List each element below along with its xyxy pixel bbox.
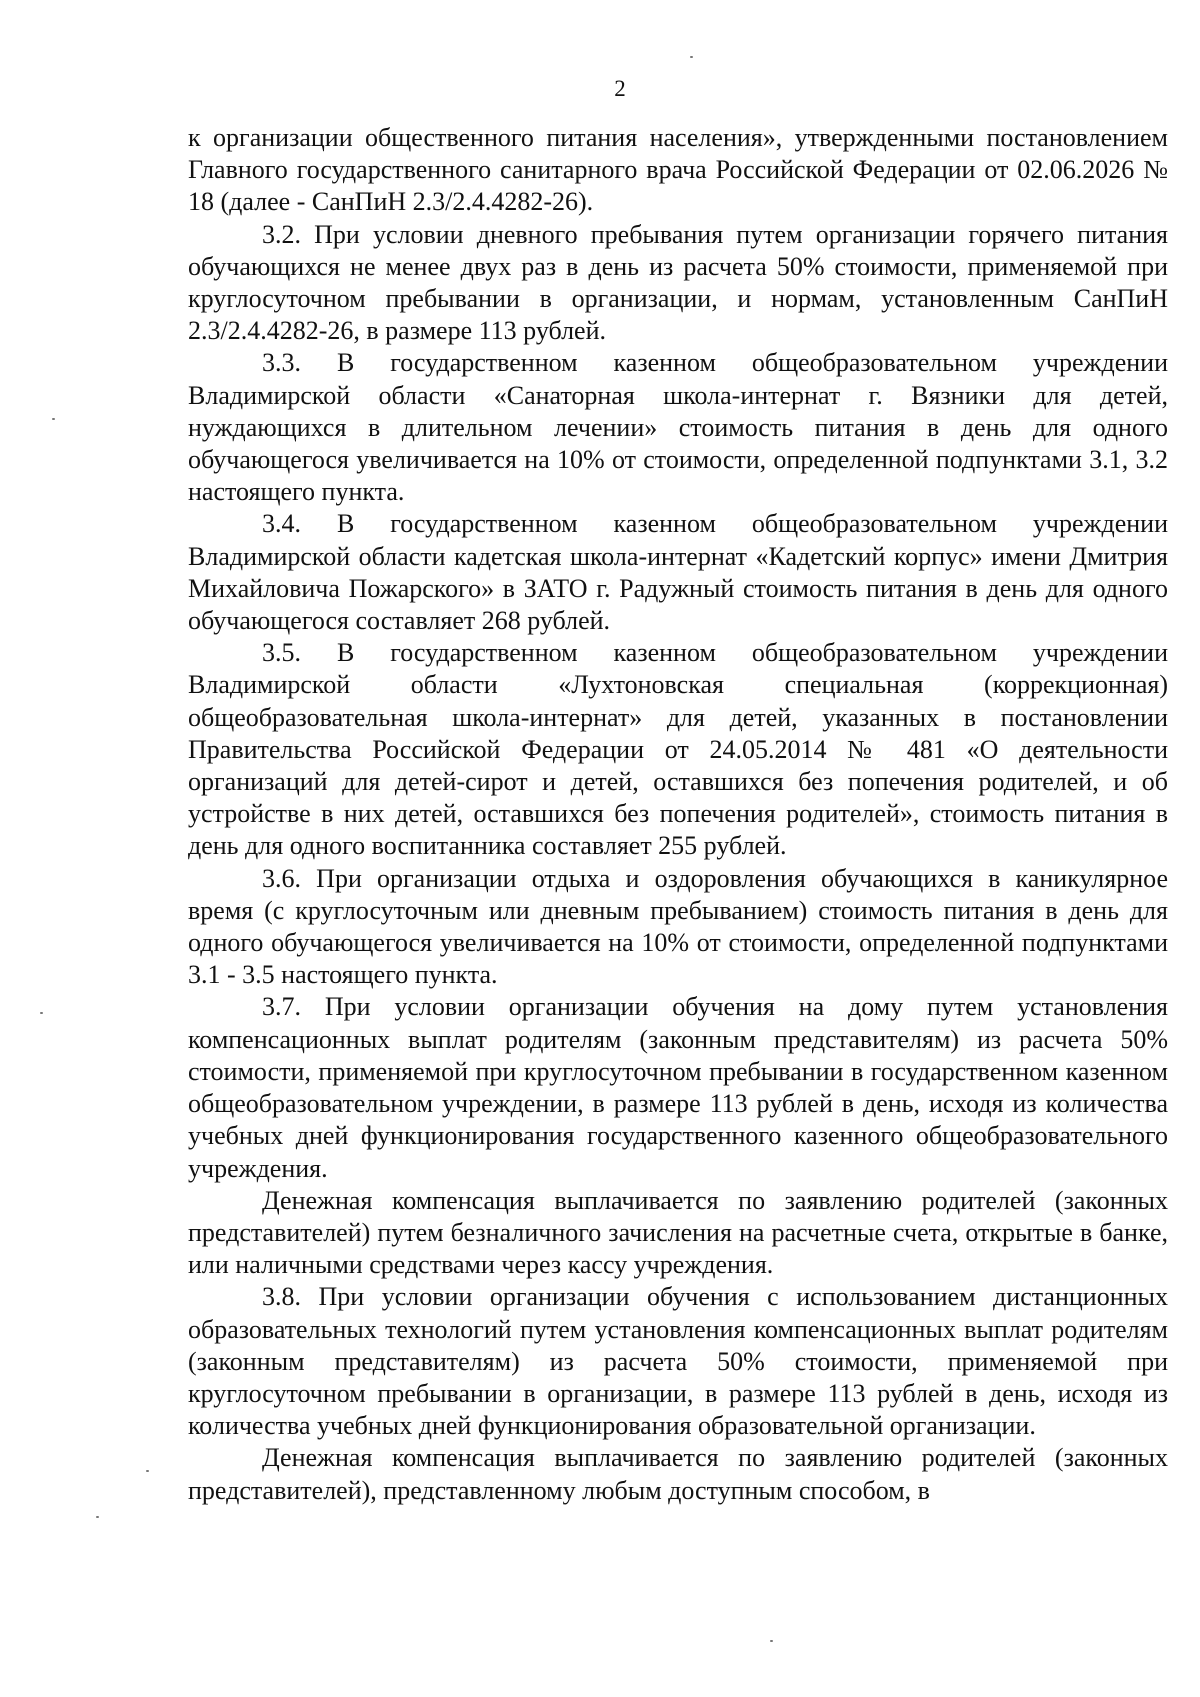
scan-speck (146, 1470, 149, 1472)
page-number: 2 (614, 76, 626, 101)
document-body (188, 122, 1168, 1507)
paragraph-3-4: 3.4. В государственном казенном общеобразовательном учреждении Владимирской области кадетская школа-интернат «Кадетский корпус» имени Дмитрия Михайловича Пожарского» в ЗАТО г. Радужный стоимость питания в день для одного обучающегося составляет 268 рублей. (188, 509, 1168, 636)
paragraph-3-8: 3.8. При условии организации обучения с использованием дистанционных образовательных технологий путем установления компенсационных выплат родителям (законным представителям) из расчета 50% стоимости, применяемой при круглосуточном пребывании в организации, в размере 113 рублей в день, исходя из количества учебных дней функционирования образовательной организации. (188, 1282, 1168, 1441)
scan-speck (770, 1640, 773, 1642)
paragraph-3-2: 3.2. При условии дневного пребывания путем организации горячего питания обучающихся не менее двух раз в день из расчета 50% стоимости, применяемой при круглосуточном пребывании в организации, и нормам, установленным СанПиН 2.3/2.4.4282-26, в размере 113 рублей. (188, 219, 1168, 346)
scan-speck (52, 418, 55, 420)
paragraph-intro: к организации общественного питания населения», утвержденными постановлением Главного государственного санитарного врача Российской Федерации от 02.06.2026 № 18 (далее - СанПиН 2.3/2.4.4282-26). (188, 123, 1168, 217)
paragraph-3-7: 3.7. При условии организации обучения на дому путем установления компенсационных выплат родителям (законным представителям) из расчета 50% стоимости, применяемой при круглосуточном пребывании в государственном казенном общеобразовательном учреждении, в размере 113 рублей в день, исходя из количества учебных дней функционирования государственного казенного общеобразовательного учреждения. (188, 992, 1168, 1183)
paragraph-3-5: 3.5. В государственном казенном общеобразовательном учреждении Владимирской области «Лухтоновская специальная (коррекционная) общеобразовательная школа-интернат» для детей, указанных в постановлении Правительства Российской Федерации от 24.05.2014 № 481 «О деятельности организаций для детей-сирот и детей, оставшихся без попечения родителей, и об устройстве в них детей, оставшихся без попечения родителей», стоимость питания в день для одного воспитанника составляет 255 рублей. (188, 638, 1168, 861)
paragraph-3-7-compensation: Денежная компенсация выплачивается по заявлению родителей (законных представителей) путем безналичного зачисления на расчетные счета, открытые в банке, или наличными средствами через кассу учреждения. (188, 1185, 1168, 1280)
scan-speck (40, 1012, 43, 1014)
paragraph-3-3: 3.3. В государственном казенном общеобразовательном учреждении Владимирской области «Санаторная школа-интернат г. Вязники для детей, нуждающихся в длительном лечении» стоимость питания в день для одного обучающегося увеличивается на 10% от стоимости, определенной подпунктами 3.1, 3.2 настоящего пункта. (188, 348, 1168, 507)
paragraph-3-6: 3.6. При организации отдыха и оздоровления обучающихся в каникулярное время (с круглосуточным или дневным пребыванием) стоимость питания в день для одного обучающегося увеличивается на 10% от стоимости, определенной подпунктами 3.1 - 3.5 настоящего пункта. (188, 863, 1168, 990)
paragraph-3-8-compensation: Денежная компенсация выплачивается по заявлению родителей (законных представителей), представленному любым доступным способом, в (188, 1443, 1168, 1505)
scan-speck (96, 1516, 99, 1518)
scan-speck (690, 56, 693, 58)
